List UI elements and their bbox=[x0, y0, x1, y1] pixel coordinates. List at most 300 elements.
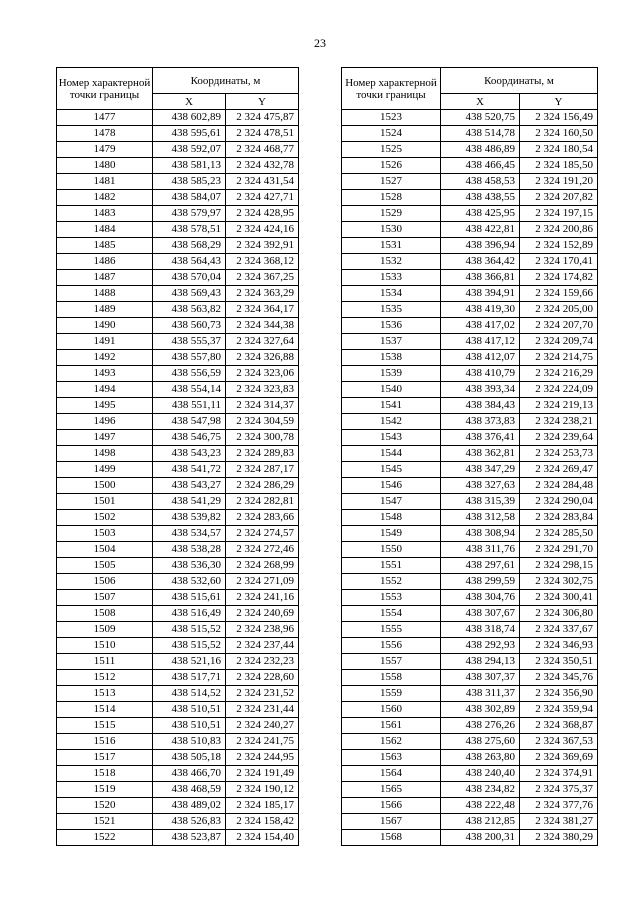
point-number-cell: 1480 bbox=[57, 158, 153, 174]
y-header: Y bbox=[226, 94, 299, 110]
table-row bbox=[342, 686, 598, 702]
table-row bbox=[342, 654, 598, 670]
y-coordinate-cell: 2 324 468,77 bbox=[226, 142, 299, 158]
table-row bbox=[342, 702, 598, 718]
table-row bbox=[342, 766, 598, 782]
x-coordinate-cell: 438 275,60 bbox=[441, 734, 520, 750]
y-coordinate-cell: 2 324 368,12 bbox=[226, 254, 299, 270]
point-number-cell: 1507 bbox=[57, 590, 153, 606]
table-row bbox=[57, 206, 299, 222]
y-coordinate-cell: 2 324 207,82 bbox=[520, 190, 598, 206]
page-number: 23 bbox=[314, 36, 326, 50]
x-coordinate-cell: 438 366,81 bbox=[441, 270, 520, 286]
x-coordinate-cell: 438 373,83 bbox=[441, 414, 520, 430]
x-coordinate-cell: 438 556,59 bbox=[153, 366, 226, 382]
x-coordinate-cell: 438 308,94 bbox=[441, 526, 520, 542]
table-row bbox=[57, 622, 299, 638]
x-coordinate-cell: 438 468,59 bbox=[153, 782, 226, 798]
point-number-header: Номер характерной точки границы bbox=[342, 68, 441, 110]
y-coordinate-cell: 2 324 240,27 bbox=[226, 718, 299, 734]
table-row bbox=[57, 542, 299, 558]
y-coordinate-cell: 2 324 152,89 bbox=[520, 238, 598, 254]
point-number-cell: 1554 bbox=[342, 606, 441, 622]
y-coordinate-cell: 2 324 231,44 bbox=[226, 702, 299, 718]
table-row bbox=[342, 334, 598, 350]
x-header: X bbox=[441, 94, 520, 110]
point-number-cell: 1556 bbox=[342, 638, 441, 654]
y-coordinate-cell: 2 324 197,15 bbox=[520, 206, 598, 222]
point-number-cell: 1548 bbox=[342, 510, 441, 526]
table-row bbox=[342, 494, 598, 510]
table-row bbox=[57, 510, 299, 526]
point-number-cell: 1553 bbox=[342, 590, 441, 606]
y-header: Y bbox=[520, 94, 598, 110]
x-coordinate-cell: 438 417,02 bbox=[441, 318, 520, 334]
y-coordinate-cell: 2 324 380,29 bbox=[520, 830, 598, 846]
y-coordinate-cell: 2 324 286,29 bbox=[226, 478, 299, 494]
x-coordinate-cell: 438 517,71 bbox=[153, 670, 226, 686]
point-number-cell: 1545 bbox=[342, 462, 441, 478]
y-coordinate-cell: 2 324 228,60 bbox=[226, 670, 299, 686]
table-row bbox=[57, 366, 299, 382]
x-coordinate-cell: 438 568,29 bbox=[153, 238, 226, 254]
y-coordinate-cell: 2 324 253,73 bbox=[520, 446, 598, 462]
point-number-cell: 1558 bbox=[342, 670, 441, 686]
x-coordinate-cell: 438 584,07 bbox=[153, 190, 226, 206]
x-coordinate-cell: 438 514,78 bbox=[441, 126, 520, 142]
y-coordinate-cell: 2 324 375,37 bbox=[520, 782, 598, 798]
point-number-cell: 1535 bbox=[342, 302, 441, 318]
table-row bbox=[57, 238, 299, 254]
coordinates-header: Координаты, м bbox=[441, 68, 598, 94]
y-coordinate-cell: 2 324 180,54 bbox=[520, 142, 598, 158]
table-row bbox=[57, 830, 299, 846]
table-row bbox=[342, 318, 598, 334]
y-coordinate-cell: 2 324 326,88 bbox=[226, 350, 299, 366]
table-row bbox=[342, 638, 598, 654]
x-coordinate-cell: 438 384,43 bbox=[441, 398, 520, 414]
x-coordinate-cell: 438 510,51 bbox=[153, 702, 226, 718]
x-coordinate-cell: 438 299,59 bbox=[441, 574, 520, 590]
table-row bbox=[57, 430, 299, 446]
point-number-cell: 1520 bbox=[57, 798, 153, 814]
point-number-cell: 1544 bbox=[342, 446, 441, 462]
x-coordinate-cell: 438 563,82 bbox=[153, 302, 226, 318]
x-coordinate-cell: 438 523,87 bbox=[153, 830, 226, 846]
x-coordinate-cell: 438 393,34 bbox=[441, 382, 520, 398]
point-number-cell: 1531 bbox=[342, 238, 441, 254]
point-number-cell: 1527 bbox=[342, 174, 441, 190]
y-coordinate-cell: 2 324 300,78 bbox=[226, 430, 299, 446]
x-coordinate-cell: 438 327,63 bbox=[441, 478, 520, 494]
y-coordinate-cell: 2 324 191,49 bbox=[226, 766, 299, 782]
y-coordinate-cell: 2 324 271,09 bbox=[226, 574, 299, 590]
y-coordinate-cell: 2 324 302,75 bbox=[520, 574, 598, 590]
point-number-cell: 1567 bbox=[342, 814, 441, 830]
point-number-cell: 1510 bbox=[57, 638, 153, 654]
x-coordinate-cell: 438 311,76 bbox=[441, 542, 520, 558]
y-coordinate-cell: 2 324 238,96 bbox=[226, 622, 299, 638]
y-coordinate-cell: 2 324 369,69 bbox=[520, 750, 598, 766]
x-coordinate-cell: 438 276,26 bbox=[441, 718, 520, 734]
x-coordinate-cell: 438 200,31 bbox=[441, 830, 520, 846]
table-row bbox=[342, 510, 598, 526]
y-coordinate-cell: 2 324 240,69 bbox=[226, 606, 299, 622]
y-coordinate-cell: 2 324 244,95 bbox=[226, 750, 299, 766]
table-row bbox=[57, 798, 299, 814]
table-row bbox=[57, 654, 299, 670]
point-number-cell: 1509 bbox=[57, 622, 153, 638]
table-row bbox=[342, 446, 598, 462]
y-coordinate-cell: 2 324 287,17 bbox=[226, 462, 299, 478]
point-number-cell: 1493 bbox=[57, 366, 153, 382]
table-row bbox=[342, 670, 598, 686]
y-coordinate-cell: 2 324 344,38 bbox=[226, 318, 299, 334]
table-row bbox=[342, 174, 598, 190]
x-coordinate-cell: 438 307,37 bbox=[441, 670, 520, 686]
table-row bbox=[342, 462, 598, 478]
point-number-cell: 1490 bbox=[57, 318, 153, 334]
y-coordinate-cell: 2 324 323,06 bbox=[226, 366, 299, 382]
y-coordinate-cell: 2 324 289,83 bbox=[226, 446, 299, 462]
table-row bbox=[57, 158, 299, 174]
table-row bbox=[57, 334, 299, 350]
y-coordinate-cell: 2 324 209,74 bbox=[520, 334, 598, 350]
table-row bbox=[57, 382, 299, 398]
point-number-cell: 1505 bbox=[57, 558, 153, 574]
x-coordinate-cell: 438 564,43 bbox=[153, 254, 226, 270]
point-number-cell: 1524 bbox=[342, 126, 441, 142]
point-number-cell: 1483 bbox=[57, 206, 153, 222]
y-coordinate-cell: 2 324 219,13 bbox=[520, 398, 598, 414]
y-coordinate-cell: 2 324 359,94 bbox=[520, 702, 598, 718]
x-coordinate-cell: 438 466,45 bbox=[441, 158, 520, 174]
point-number-cell: 1512 bbox=[57, 670, 153, 686]
table-row bbox=[57, 638, 299, 654]
table-row bbox=[57, 606, 299, 622]
y-coordinate-cell: 2 324 381,27 bbox=[520, 814, 598, 830]
table-row bbox=[342, 558, 598, 574]
coordinates-table-right bbox=[341, 67, 598, 846]
x-coordinate-cell: 438 412,07 bbox=[441, 350, 520, 366]
x-coordinate-cell: 438 489,02 bbox=[153, 798, 226, 814]
x-coordinate-cell: 438 311,37 bbox=[441, 686, 520, 702]
x-coordinate-cell: 438 263,80 bbox=[441, 750, 520, 766]
table-row bbox=[57, 350, 299, 366]
table-row bbox=[342, 814, 598, 830]
table-row bbox=[57, 766, 299, 782]
table-row bbox=[342, 414, 598, 430]
y-coordinate-cell: 2 324 323,83 bbox=[226, 382, 299, 398]
x-coordinate-cell: 438 555,37 bbox=[153, 334, 226, 350]
table-row bbox=[342, 750, 598, 766]
point-number-cell: 1498 bbox=[57, 446, 153, 462]
point-number-cell: 1499 bbox=[57, 462, 153, 478]
table-row bbox=[342, 798, 598, 814]
y-coordinate-cell: 2 324 241,16 bbox=[226, 590, 299, 606]
y-coordinate-cell: 2 324 345,76 bbox=[520, 670, 598, 686]
table-row bbox=[342, 782, 598, 798]
x-coordinate-cell: 438 579,97 bbox=[153, 206, 226, 222]
y-coordinate-cell: 2 324 160,50 bbox=[520, 126, 598, 142]
table-row bbox=[57, 142, 299, 158]
x-coordinate-cell: 438 514,52 bbox=[153, 686, 226, 702]
point-number-cell: 1489 bbox=[57, 302, 153, 318]
x-coordinate-cell: 438 560,73 bbox=[153, 318, 226, 334]
table-row bbox=[57, 590, 299, 606]
x-coordinate-cell: 438 543,23 bbox=[153, 446, 226, 462]
point-number-cell: 1529 bbox=[342, 206, 441, 222]
x-coordinate-cell: 438 538,28 bbox=[153, 542, 226, 558]
y-coordinate-cell: 2 324 238,21 bbox=[520, 414, 598, 430]
y-coordinate-cell: 2 324 158,42 bbox=[226, 814, 299, 830]
point-number-cell: 1532 bbox=[342, 254, 441, 270]
y-coordinate-cell: 2 324 431,54 bbox=[226, 174, 299, 190]
table-row bbox=[342, 190, 598, 206]
point-number-cell: 1555 bbox=[342, 622, 441, 638]
x-coordinate-cell: 438 307,67 bbox=[441, 606, 520, 622]
x-coordinate-cell: 438 458,53 bbox=[441, 174, 520, 190]
x-coordinate-cell: 438 569,43 bbox=[153, 286, 226, 302]
point-number-cell: 1494 bbox=[57, 382, 153, 398]
point-number-cell: 1519 bbox=[57, 782, 153, 798]
y-coordinate-cell: 2 324 241,75 bbox=[226, 734, 299, 750]
point-number-cell: 1552 bbox=[342, 574, 441, 590]
x-coordinate-cell: 438 585,23 bbox=[153, 174, 226, 190]
x-coordinate-cell: 438 212,85 bbox=[441, 814, 520, 830]
point-number-cell: 1534 bbox=[342, 286, 441, 302]
x-coordinate-cell: 438 304,76 bbox=[441, 590, 520, 606]
x-coordinate-cell: 438 394,91 bbox=[441, 286, 520, 302]
table-row bbox=[342, 350, 598, 366]
x-coordinate-cell: 438 602,89 bbox=[153, 110, 226, 126]
point-number-cell: 1511 bbox=[57, 654, 153, 670]
point-number-cell: 1541 bbox=[342, 398, 441, 414]
table-row bbox=[342, 430, 598, 446]
point-number-cell: 1547 bbox=[342, 494, 441, 510]
table-row bbox=[342, 238, 598, 254]
point-number-cell: 1542 bbox=[342, 414, 441, 430]
y-coordinate-cell: 2 324 283,66 bbox=[226, 510, 299, 526]
table-row bbox=[342, 222, 598, 238]
table-body-left bbox=[57, 110, 299, 846]
y-coordinate-cell: 2 324 272,46 bbox=[226, 542, 299, 558]
x-coordinate-cell: 438 422,81 bbox=[441, 222, 520, 238]
table-row bbox=[57, 750, 299, 766]
x-coordinate-cell: 438 425,95 bbox=[441, 206, 520, 222]
y-coordinate-cell: 2 324 432,78 bbox=[226, 158, 299, 174]
point-number-cell: 1503 bbox=[57, 526, 153, 542]
x-coordinate-cell: 438 364,42 bbox=[441, 254, 520, 270]
x-coordinate-cell: 438 376,41 bbox=[441, 430, 520, 446]
point-number-cell: 1477 bbox=[57, 110, 153, 126]
x-coordinate-cell: 438 466,70 bbox=[153, 766, 226, 782]
y-coordinate-cell: 2 324 282,81 bbox=[226, 494, 299, 510]
y-coordinate-cell: 2 324 239,64 bbox=[520, 430, 598, 446]
point-number-cell: 1536 bbox=[342, 318, 441, 334]
point-number-cell: 1522 bbox=[57, 830, 153, 846]
point-number-cell: 1506 bbox=[57, 574, 153, 590]
y-coordinate-cell: 2 324 363,29 bbox=[226, 286, 299, 302]
y-coordinate-cell: 2 324 367,25 bbox=[226, 270, 299, 286]
table-row bbox=[57, 814, 299, 830]
table-row bbox=[57, 174, 299, 190]
x-coordinate-cell: 438 534,57 bbox=[153, 526, 226, 542]
y-coordinate-cell: 2 324 306,80 bbox=[520, 606, 598, 622]
table-row bbox=[57, 670, 299, 686]
table-row bbox=[57, 462, 299, 478]
x-coordinate-cell: 438 315,39 bbox=[441, 494, 520, 510]
y-coordinate-cell: 2 324 159,66 bbox=[520, 286, 598, 302]
y-coordinate-cell: 2 324 367,53 bbox=[520, 734, 598, 750]
point-number-cell: 1563 bbox=[342, 750, 441, 766]
y-coordinate-cell: 2 324 156,49 bbox=[520, 110, 598, 126]
x-coordinate-cell: 438 551,11 bbox=[153, 398, 226, 414]
x-coordinate-cell: 438 570,04 bbox=[153, 270, 226, 286]
y-coordinate-cell: 2 324 185,50 bbox=[520, 158, 598, 174]
x-coordinate-cell: 438 515,52 bbox=[153, 638, 226, 654]
table-row bbox=[57, 478, 299, 494]
table-row bbox=[57, 318, 299, 334]
y-coordinate-cell: 2 324 337,67 bbox=[520, 622, 598, 638]
y-coordinate-cell: 2 324 205,00 bbox=[520, 302, 598, 318]
y-coordinate-cell: 2 324 327,64 bbox=[226, 334, 299, 350]
x-coordinate-cell: 438 547,98 bbox=[153, 414, 226, 430]
table-body-right bbox=[342, 110, 598, 846]
table-row bbox=[342, 382, 598, 398]
point-number-cell: 1528 bbox=[342, 190, 441, 206]
x-coordinate-cell: 438 234,82 bbox=[441, 782, 520, 798]
table-row bbox=[342, 302, 598, 318]
x-coordinate-cell: 438 347,29 bbox=[441, 462, 520, 478]
y-coordinate-cell: 2 324 374,91 bbox=[520, 766, 598, 782]
y-coordinate-cell: 2 324 291,70 bbox=[520, 542, 598, 558]
x-coordinate-cell: 438 510,83 bbox=[153, 734, 226, 750]
x-coordinate-cell: 438 546,75 bbox=[153, 430, 226, 446]
y-coordinate-cell: 2 324 475,87 bbox=[226, 110, 299, 126]
table-row bbox=[342, 270, 598, 286]
y-coordinate-cell: 2 324 377,76 bbox=[520, 798, 598, 814]
table-row bbox=[342, 478, 598, 494]
point-number-cell: 1566 bbox=[342, 798, 441, 814]
y-coordinate-cell: 2 324 364,17 bbox=[226, 302, 299, 318]
table-row bbox=[57, 494, 299, 510]
table-row bbox=[57, 398, 299, 414]
point-number-cell: 1550 bbox=[342, 542, 441, 558]
y-coordinate-cell: 2 324 356,90 bbox=[520, 686, 598, 702]
table-row bbox=[342, 366, 598, 382]
y-coordinate-cell: 2 324 191,20 bbox=[520, 174, 598, 190]
table-row bbox=[57, 782, 299, 798]
table-row bbox=[342, 718, 598, 734]
table-row bbox=[57, 702, 299, 718]
table-row bbox=[342, 398, 598, 414]
x-coordinate-cell: 438 557,80 bbox=[153, 350, 226, 366]
y-coordinate-cell: 2 324 170,41 bbox=[520, 254, 598, 270]
table-row bbox=[342, 158, 598, 174]
table-row bbox=[57, 558, 299, 574]
y-coordinate-cell: 2 324 368,87 bbox=[520, 718, 598, 734]
point-number-header: Номер характерной точки границы bbox=[57, 68, 153, 110]
table-row bbox=[342, 254, 598, 270]
point-number-cell: 1539 bbox=[342, 366, 441, 382]
table-row bbox=[342, 830, 598, 846]
point-number-cell: 1514 bbox=[57, 702, 153, 718]
point-number-cell: 1523 bbox=[342, 110, 441, 126]
point-number-cell: 1504 bbox=[57, 542, 153, 558]
point-number-cell: 1537 bbox=[342, 334, 441, 350]
point-number-cell: 1557 bbox=[342, 654, 441, 670]
y-coordinate-cell: 2 324 274,57 bbox=[226, 526, 299, 542]
table-row bbox=[342, 206, 598, 222]
point-number-cell: 1488 bbox=[57, 286, 153, 302]
x-coordinate-cell: 438 541,72 bbox=[153, 462, 226, 478]
point-number-cell: 1513 bbox=[57, 686, 153, 702]
y-coordinate-cell: 2 324 174,82 bbox=[520, 270, 598, 286]
x-coordinate-cell: 438 541,29 bbox=[153, 494, 226, 510]
y-coordinate-cell: 2 324 268,99 bbox=[226, 558, 299, 574]
y-coordinate-cell: 2 324 185,17 bbox=[226, 798, 299, 814]
table-row bbox=[342, 590, 598, 606]
x-coordinate-cell: 438 543,27 bbox=[153, 478, 226, 494]
y-coordinate-cell: 2 324 298,15 bbox=[520, 558, 598, 574]
point-number-cell: 1508 bbox=[57, 606, 153, 622]
point-number-cell: 1538 bbox=[342, 350, 441, 366]
y-coordinate-cell: 2 324 284,48 bbox=[520, 478, 598, 494]
x-coordinate-cell: 438 505,18 bbox=[153, 750, 226, 766]
y-coordinate-cell: 2 324 285,50 bbox=[520, 526, 598, 542]
y-coordinate-cell: 2 324 224,09 bbox=[520, 382, 598, 398]
point-number-cell: 1515 bbox=[57, 718, 153, 734]
x-coordinate-cell: 438 520,75 bbox=[441, 110, 520, 126]
point-number-cell: 1500 bbox=[57, 478, 153, 494]
coordinates-header: Координаты, м bbox=[153, 68, 299, 94]
x-coordinate-cell: 438 515,52 bbox=[153, 622, 226, 638]
point-number-cell: 1518 bbox=[57, 766, 153, 782]
point-number-cell: 1484 bbox=[57, 222, 153, 238]
x-coordinate-cell: 438 417,12 bbox=[441, 334, 520, 350]
y-coordinate-cell: 2 324 346,93 bbox=[520, 638, 598, 654]
x-coordinate-cell: 438 486,89 bbox=[441, 142, 520, 158]
x-header: X bbox=[153, 94, 226, 110]
table-row bbox=[57, 302, 299, 318]
table-row bbox=[57, 574, 299, 590]
point-number-cell: 1533 bbox=[342, 270, 441, 286]
y-coordinate-cell: 2 324 283,84 bbox=[520, 510, 598, 526]
point-number-cell: 1486 bbox=[57, 254, 153, 270]
table-row bbox=[342, 526, 598, 542]
y-coordinate-cell: 2 324 392,91 bbox=[226, 238, 299, 254]
table-row bbox=[57, 190, 299, 206]
table-row bbox=[342, 622, 598, 638]
point-number-cell: 1485 bbox=[57, 238, 153, 254]
y-coordinate-cell: 2 324 231,52 bbox=[226, 686, 299, 702]
table-row bbox=[342, 606, 598, 622]
point-number-cell: 1491 bbox=[57, 334, 153, 350]
x-coordinate-cell: 438 554,14 bbox=[153, 382, 226, 398]
point-number-cell: 1516 bbox=[57, 734, 153, 750]
point-number-cell: 1495 bbox=[57, 398, 153, 414]
point-number-cell: 1562 bbox=[342, 734, 441, 750]
table-row bbox=[57, 110, 299, 126]
point-number-cell: 1540 bbox=[342, 382, 441, 398]
y-coordinate-cell: 2 324 237,44 bbox=[226, 638, 299, 654]
y-coordinate-cell: 2 324 200,86 bbox=[520, 222, 598, 238]
y-coordinate-cell: 2 324 232,23 bbox=[226, 654, 299, 670]
x-coordinate-cell: 438 410,79 bbox=[441, 366, 520, 382]
table-row bbox=[342, 734, 598, 750]
x-coordinate-cell: 438 362,81 bbox=[441, 446, 520, 462]
